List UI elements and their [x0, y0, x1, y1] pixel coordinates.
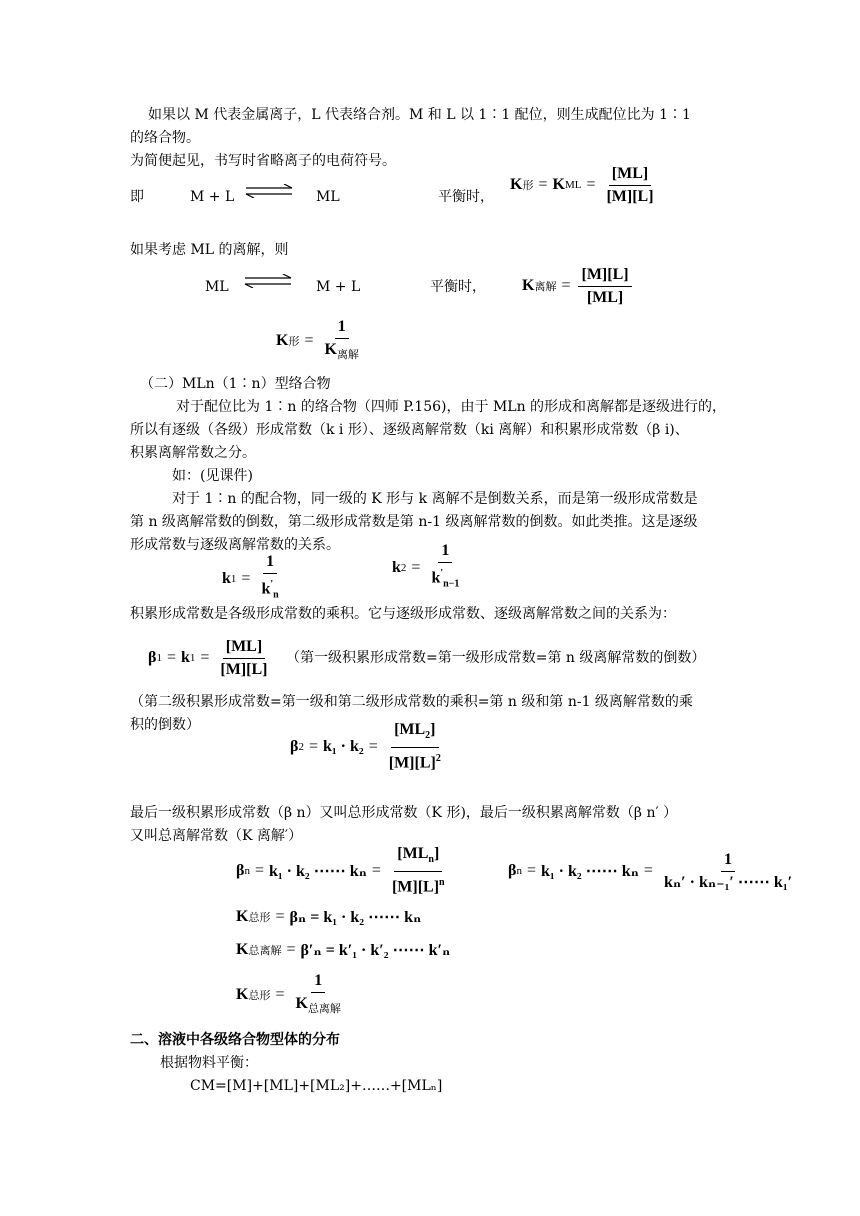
eq1-k-sub: 形 [522, 180, 534, 192]
eq-beta2: β 2 = k₁ · k₂ = $\frac{[ML_2]}{[M][L]^2}$ [290, 722, 447, 772]
eq-betan-dissociation-fraction: $\frac{1}{\text{kₙ′ · kₙ₋₁′ ⋯⋯ k₁′}}$ [663, 850, 793, 891]
para-8-line-1: （第二级积累形成常数=第一级和第二级形成常数的乘积=第 n 级和第 n-1 级离解常数的乘 [130, 694, 693, 710]
eq1-mid-sub: ML [564, 179, 582, 191]
eq2-fraction [578, 266, 631, 307]
para-6-line-1: 对于 1∶n 的配合物，同一级的 K 形与 k 离解不是倒数关系，而是第一级形成常数是 [172, 491, 698, 507]
para-2: 为简便起见，书写时省略离子的电荷符号。 [130, 153, 396, 169]
eq-betan-formation: β n = k₁ · k₂ ⋯⋯ kₙ = $\frac{[ML_n]}{[M][L]^n}$ [236, 846, 451, 896]
eq3-formula: K 形 = $\frac{1}{K_{离解}}$ [276, 316, 365, 366]
para-5: 如：(见课件) [172, 468, 253, 484]
heading-2: 二、溶液中各级络合物型体的分布 [130, 1032, 340, 1048]
para-8-line-2: 积的倒数） [130, 717, 200, 733]
eq1-fraction [603, 165, 656, 206]
equilibrium-arrow-icon [244, 184, 294, 198]
eq2-left: ML [205, 279, 229, 295]
para-9-line-1: 最后一级积累形成常数（β n）又叫总形成常数（K 形)，最后一级积累离解常数（β n′ ） [130, 805, 678, 821]
eq-beta1-note: （第一级积累形成常数=第一级形成常数=第 n 级离解常数的倒数） [286, 650, 706, 666]
eq2-right: M + L [316, 279, 361, 295]
eq-k2-fraction: $\frac{1}{k'_{n-1}}$ [431, 542, 460, 590]
eq1-k: K [510, 176, 523, 193]
eq-k-total-dissociation: K 总离解 = β′ₙ = k′₁ · k′₂ ⋯⋯ k′ₙ [236, 941, 451, 959]
eq1-left: M + L [190, 189, 235, 205]
para-11-equation: CM=[M]+[ML]+[ML₂]+……+[MLₙ] [190, 1078, 443, 1094]
eq2-numerator: [M][L] [578, 266, 631, 287]
eq2-formula: K 离解 = $\frac{[M][L]}{[ML]}$ [522, 261, 635, 311]
eq3-numerator: 1 [335, 318, 349, 339]
eq3-denominator: $K_{离解}$ [324, 340, 359, 362]
eq2-condition: 平衡时， [430, 279, 486, 295]
para-7: 积累形成常数是各级形成常数的乘积。它与逐级形成常数、逐级离解常数之间的关系为： [130, 606, 676, 622]
eq-betan-dissociation: β n = k₁ · k₂ ⋯⋯ kₙ = $\frac{1}{\text{kₙ′ · kₙ₋₁′ ⋯⋯ k₁′}}$ [508, 846, 798, 896]
eq1-formula: K 形 = K ML = $\frac{[ML]}{[M][L]}$ [510, 160, 660, 210]
para-1-line-2: 的络合物。 [130, 130, 200, 146]
eq-beta1-fraction: $\frac{[ML]}{[M][L]}$ [220, 637, 268, 678]
eq-k1-fraction: $\frac{1}{k'_n}$ [261, 553, 279, 601]
eq-k1: k 1 = $\frac{1}{k'_n}$ [222, 554, 285, 604]
eq3-fraction [321, 318, 361, 364]
eq-k-total-formation: K 总形 = βₙ = k₁ · k₂ ⋯⋯ kₙ [236, 908, 422, 926]
para-10: 根据物料平衡： [160, 1055, 258, 1071]
eq1-mid: K [552, 176, 565, 193]
eq-betan-formation-fraction: $\frac{[ML_n]}{[M][L]^n}$ [391, 845, 445, 896]
eq1-denominator: [M][L] [606, 187, 654, 205]
eq3-k: K [276, 332, 289, 349]
eq2-k: K [522, 277, 535, 294]
eq3-k-sub: 形 [288, 336, 300, 348]
eq-k-total-reciprocal: K 总形 = $\frac{1}{K_{总离解}}$ [236, 970, 347, 1020]
para-1-line-1: 如果以 M 代表金属离子，L 代表络合剂。M 和 L 以 1∶1 配位，则生成配位比为 1∶1 [148, 107, 691, 123]
eq1-lead: 即 [130, 189, 144, 205]
eq1-condition: 平衡时， [438, 189, 494, 205]
eq-k2: k 2 = $\frac{1}{k'_{n-1}}$ [392, 543, 465, 593]
eq2-k-sub: 离解 [534, 281, 557, 293]
para-4-line-2: 所以有逐级（各级）形成常数（k i 形）、逐级离解常数（ki 离解）和积累形成常数（β i)、 [130, 422, 689, 438]
eq1-numerator: [ML] [609, 165, 651, 186]
para-6-line-3: 形成常数与逐级离解常数的关系。 [130, 537, 340, 553]
section-2-title: （二）MLn（1∶n）型络合物 [140, 376, 331, 392]
para-9-line-2: 又叫总离解常数（K 离解′） [130, 828, 303, 844]
para-4-line-1: 对于配位比为 1∶n 的络合物（四师 P.156)，由于 MLn 的形成和离解都是逐级进行的， [176, 399, 727, 415]
eq-k-total-fraction: $\frac{1}{K_{总离解}}$ [295, 971, 341, 1016]
equilibrium-arrow-icon [243, 274, 293, 288]
eq2-denominator: [ML] [586, 288, 624, 306]
para-4-line-3: 积累离解常数之分。 [130, 445, 256, 461]
para-6-line-2: 第 n 级离解常数的倒数，第二级形成常数是第 n-1 级离解常数的倒数。如此类推。这是逐级 [130, 514, 698, 530]
eq-beta1: β 1 = k 1 = $\frac{[ML]}{[M][L]}$ [148, 633, 274, 683]
eq-beta2-fraction: $\frac{[ML_2]}{[M][L]^2}$ [388, 721, 441, 772]
eq1-right: ML [316, 189, 340, 205]
para-3: 如果考虑 ML 的离解，则 [130, 242, 289, 258]
